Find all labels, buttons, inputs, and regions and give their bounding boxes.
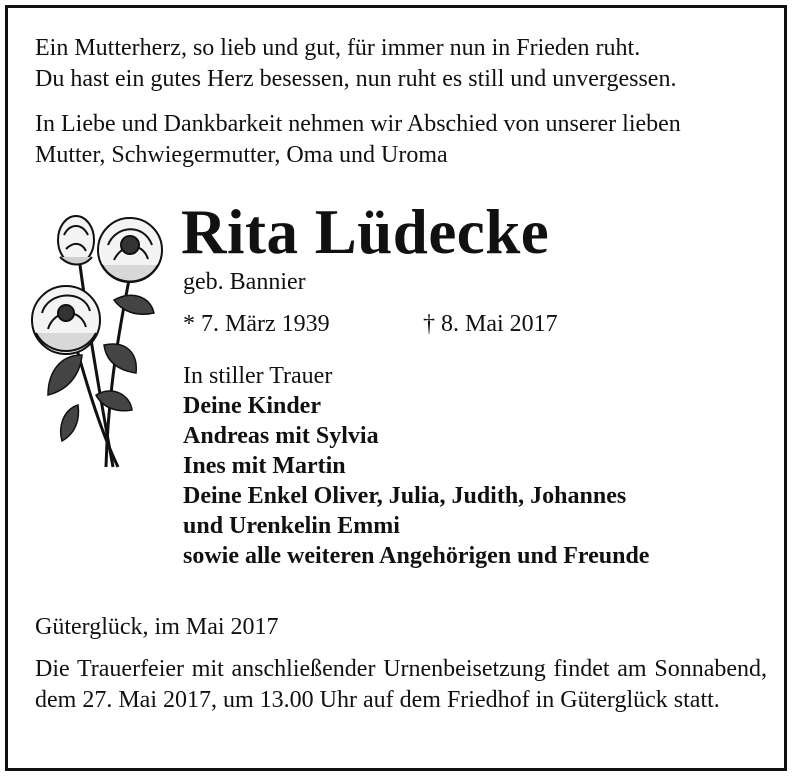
intro-line: In Liebe und Dankbarkeit nehmen wir Abschied von unserer lieben [35, 111, 681, 137]
deceased-name: Rita Lüdecke [181, 197, 550, 267]
service-details: Die Trauerfeier mit anschließender Urnenbeisetzung findet am Sonnabend, dem 27. Mai 2017, um 13.00 Uhr auf dem Friedhof in Güterglück statt. [35, 656, 767, 713]
poem [35, 33, 676, 95]
mourner-line: Ines mit Martin [183, 453, 346, 479]
mourners-list [183, 361, 649, 571]
mourner-line: Andreas mit Sylvia [183, 423, 379, 449]
mourner-line: sowie alle weiteren Angehörigen und Freunde [183, 543, 650, 569]
mourner-line: Deine Enkel Oliver, Julia, Judith, Johannes [183, 483, 627, 509]
mourner-line: und Urenkelin Emmi [183, 513, 400, 539]
roses-icon [18, 205, 178, 475]
mourners-heading: In stiller Trauer [183, 363, 333, 389]
death-date: † 8. Mai 2017 [423, 311, 558, 337]
poem-line: Ein Mutterherz, so lieb und gut, für immer nun in Frieden ruht. [35, 35, 641, 61]
place-date: Güterglück, im Mai 2017 [35, 614, 279, 640]
poem-line: Du hast ein gutes Herz besessen, nun ruht es still und unvergessen. [35, 66, 677, 92]
birth-date: * 7. März 1939 [183, 311, 330, 337]
maiden-name: geb. Bannier [183, 269, 306, 295]
life-dates [183, 309, 558, 339]
mourner-line: Deine Kinder [183, 393, 321, 419]
intro-text [35, 109, 681, 171]
intro-line: Mutter, Schwiegermutter, Oma und Uroma [35, 142, 448, 168]
